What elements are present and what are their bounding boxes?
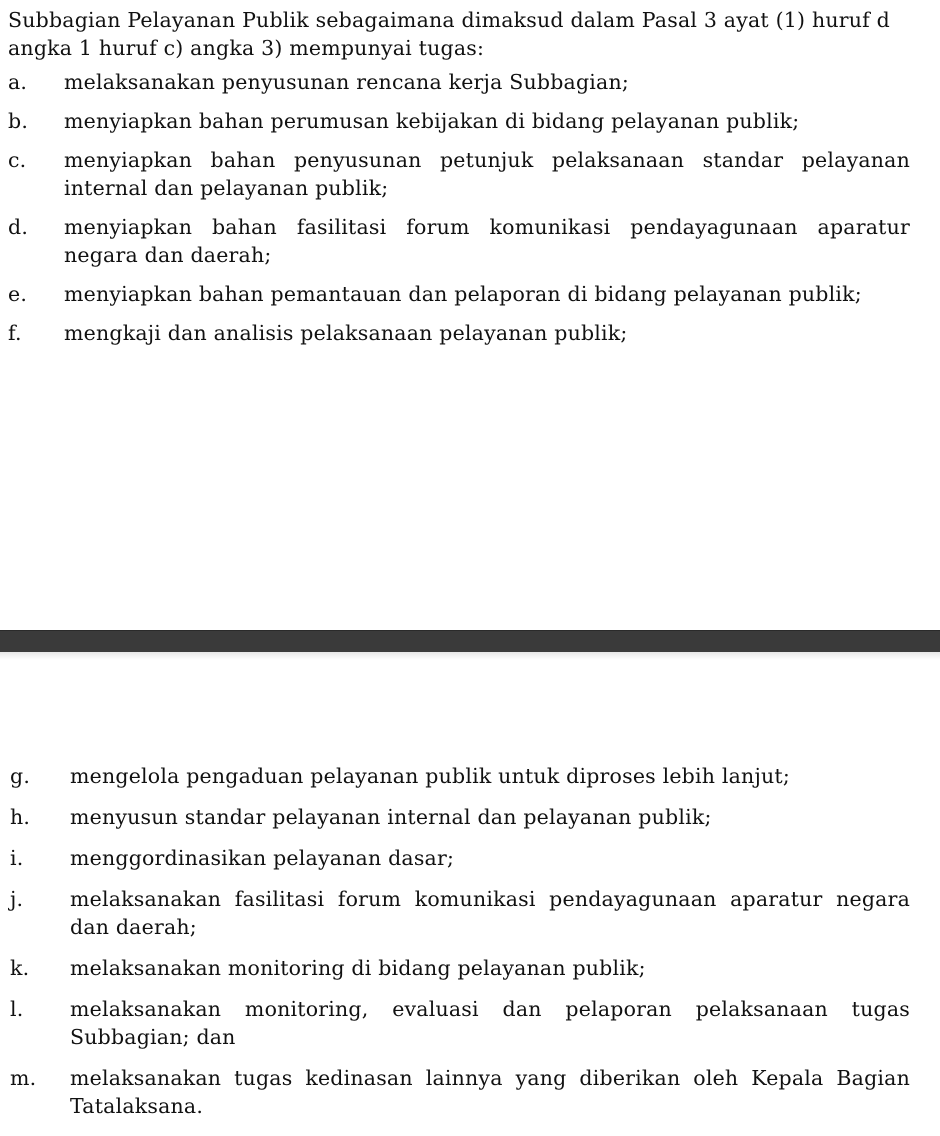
list-item (8, 213, 910, 269)
list-item-text: menyiapkan bahan penyusunan petunjuk pelaksanaan standar pelayanan internal dan pelayanan publik; (64, 148, 910, 200)
list-item (8, 68, 910, 96)
list-item-text: menggordinasikan pelayanan dasar; (70, 846, 455, 870)
list-item-text: mengelola pengaduan pelayanan publik untuk diproses lebih lanjut; (70, 764, 790, 788)
list-item (10, 954, 910, 982)
list-item (8, 146, 910, 202)
list-item-text: menyiapkan bahan fasilitasi forum komunikasi pendayagunaan aparatur negara dan daerah; (64, 215, 910, 267)
list-marker: c. (8, 148, 27, 172)
list-item (8, 280, 910, 308)
list-marker: g. (10, 764, 31, 788)
list-marker: j. (10, 887, 24, 911)
list-marker: e. (8, 282, 28, 306)
list-item-text: melaksanakan penyusunan rencana kerja Subbagian; (64, 70, 629, 94)
list-item (10, 844, 910, 872)
document-bottom-section (0, 762, 940, 1133)
list-item-text: menyusun standar pelayanan internal dan pelayanan publik; (70, 805, 712, 829)
intro-paragraph: Subbagian Pelayanan Publik sebagaimana dimaksud dalam Pasal 3 ayat (1) huruf d angka 1 huruf c) angka 3) mempunyai tugas: (8, 8, 890, 60)
list-item (10, 803, 910, 831)
list-item-text: melaksanakan fasilitasi forum komunikasi pendayagunaan aparatur negara dan daerah; (70, 887, 910, 939)
list-item (10, 885, 910, 941)
list-item (10, 995, 910, 1051)
list-marker: m. (10, 1066, 37, 1090)
document-top-section (0, 0, 940, 358)
list-item (10, 1064, 910, 1120)
list-item-text: menyiapkan bahan perumusan kebijakan di bidang pelayanan publik; (64, 109, 800, 133)
list-item-text: melaksanakan monitoring, evaluasi dan pelaporan pelaksanaan tugas Subbagian; dan (70, 997, 910, 1049)
list-marker: a. (8, 70, 28, 94)
list-item-text: melaksanakan tugas kedinasan lainnya yang diberikan oleh Kepala Bagian Tatalaksana. (70, 1066, 910, 1118)
list-marker: h. (10, 805, 31, 829)
list-marker: f. (8, 321, 22, 345)
page-break-divider (0, 630, 940, 653)
list-item-text: mengkaji dan analisis pelaksanaan pelayanan publik; (64, 321, 628, 345)
list-marker: d. (8, 215, 29, 239)
list-item (10, 762, 910, 790)
list-item-text: melaksanakan monitoring di bidang pelayanan publik; (70, 956, 646, 980)
list-item-text: menyiapkan bahan pemantauan dan pelaporan di bidang pelayanan publik; (64, 282, 862, 306)
list-marker: i. (10, 846, 24, 870)
list-item (8, 107, 910, 135)
list-marker: l. (10, 997, 24, 1021)
list-item (8, 319, 910, 347)
page-break-shadow (0, 652, 940, 660)
list-marker: b. (8, 109, 29, 133)
list-marker: k. (10, 956, 30, 980)
